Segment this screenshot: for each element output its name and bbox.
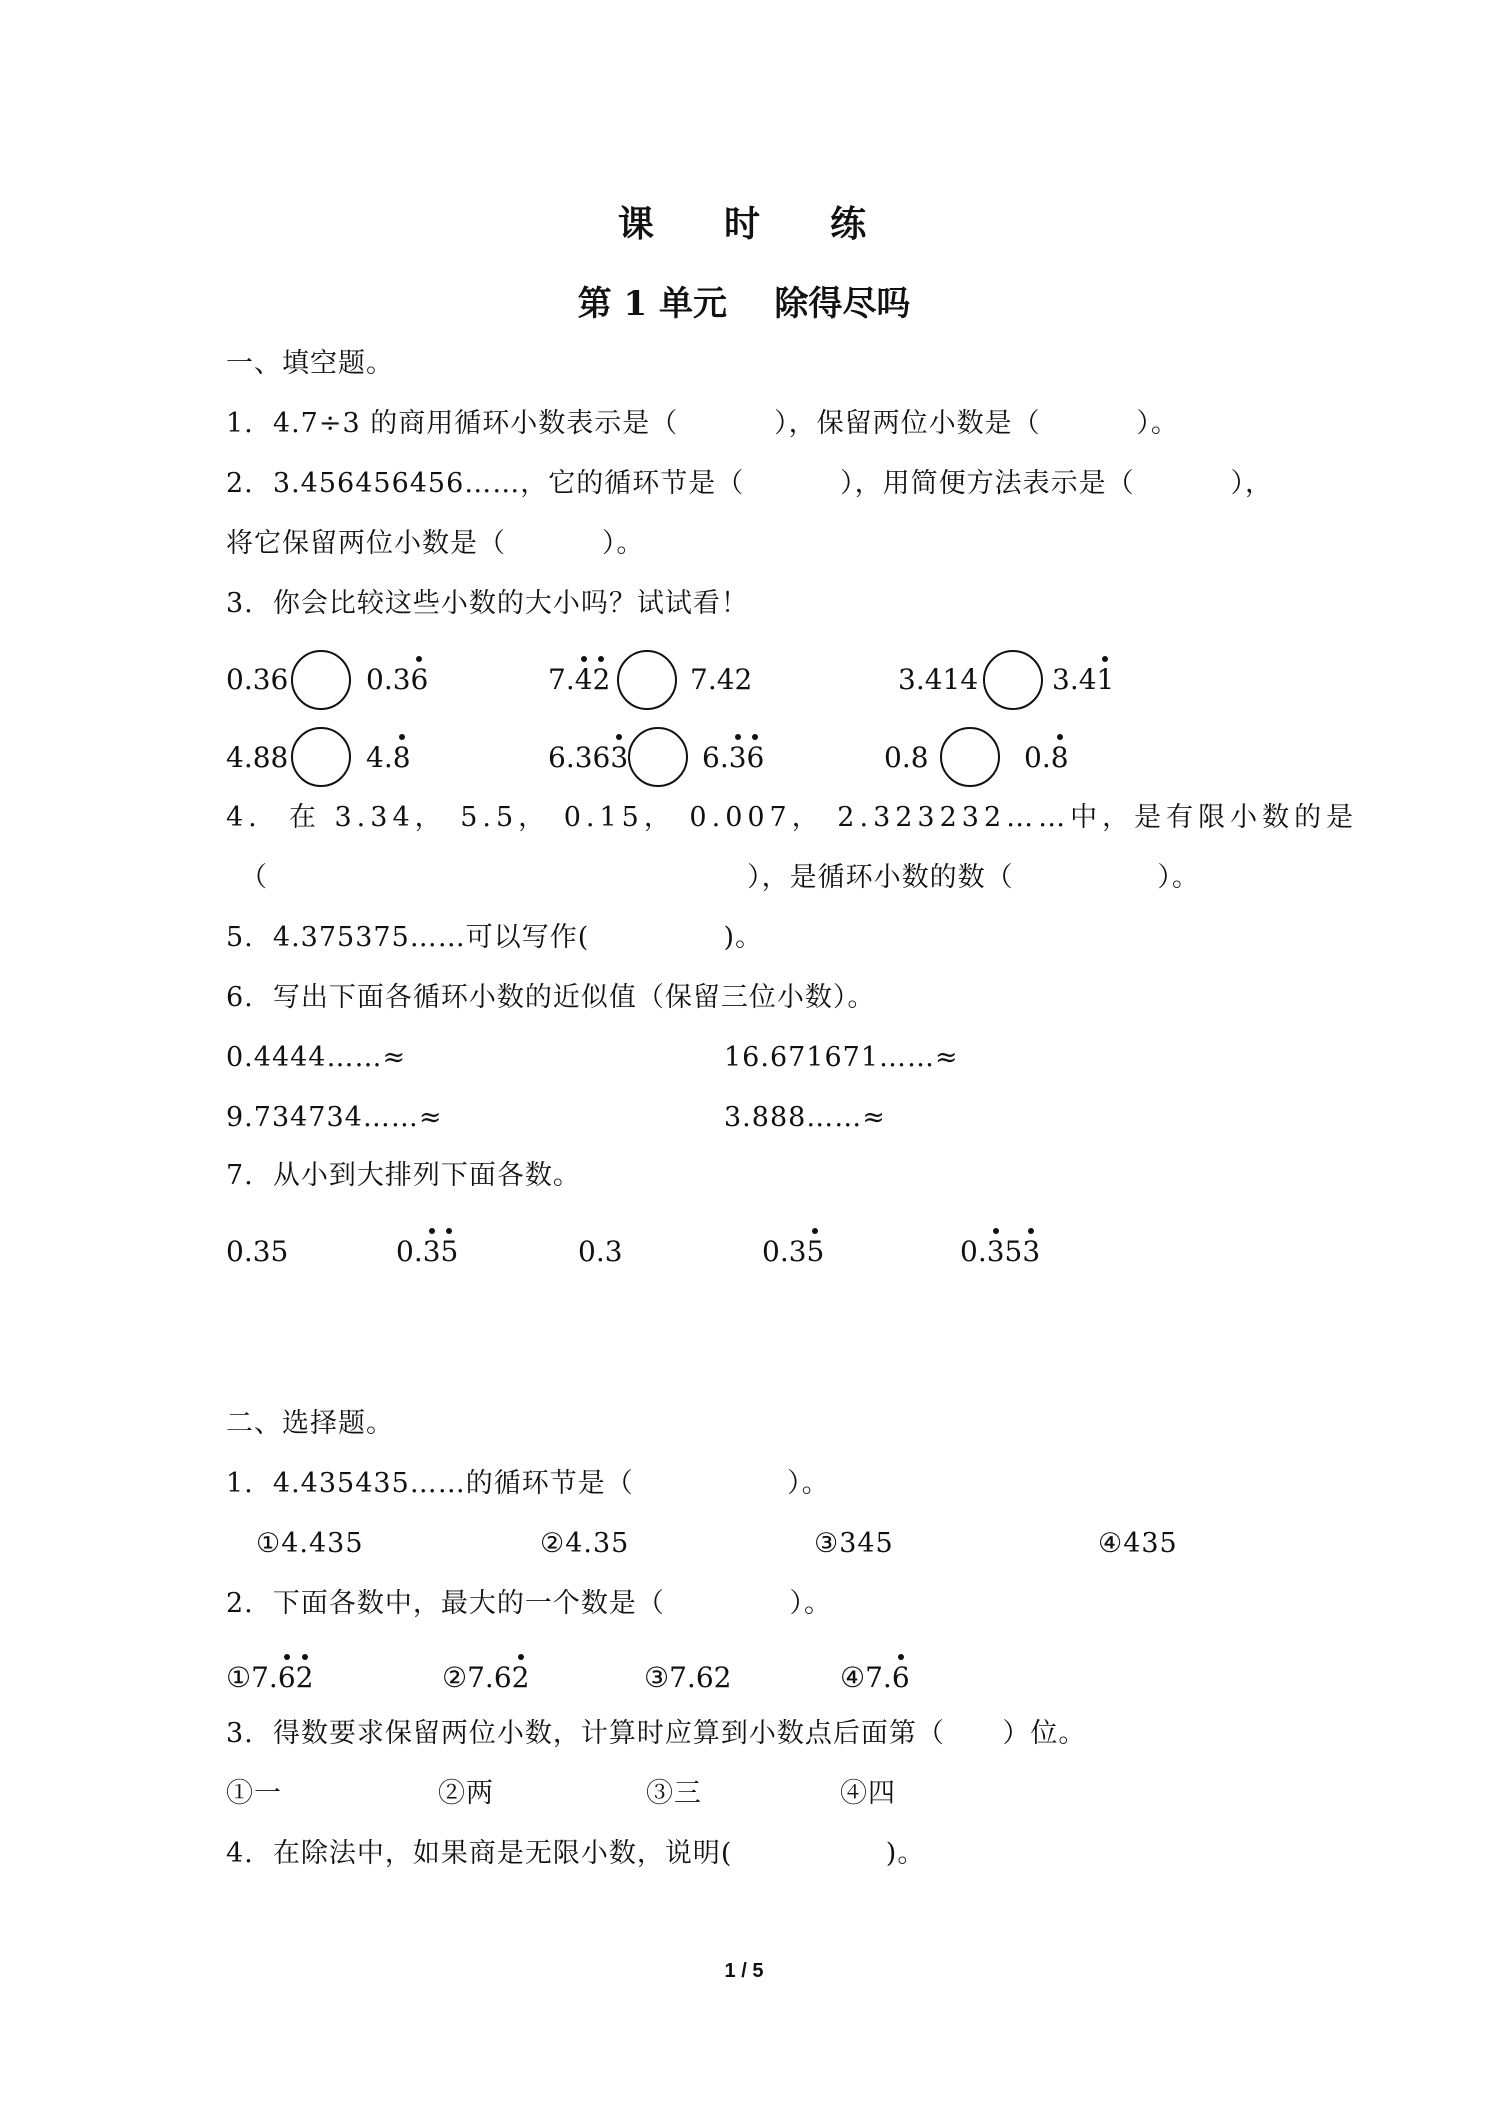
compare-r2c3-right: 0.8 [1024, 741, 1069, 774]
compare-circle[interactable] [291, 727, 351, 787]
option[interactable]: ④四 [840, 1778, 896, 1809]
approx-item: 16.671671……≈ [724, 1042, 959, 1073]
option[interactable]: ②两 [438, 1778, 494, 1809]
option[interactable]: ①7.62 [226, 1661, 314, 1694]
compare-r2c1-left: 4.88 [226, 741, 289, 774]
option[interactable]: ①一 [226, 1778, 282, 1809]
compare-r2c3-left: 0.8 [884, 741, 929, 774]
compare-circle[interactable] [291, 650, 351, 710]
compare-circle[interactable] [940, 727, 1000, 787]
option[interactable]: ③345 [814, 1528, 894, 1559]
question-1-2-line1: 2. 3.456456456……，它的循环节是（ ），用简便方法表示是（ ）， [226, 468, 1273, 499]
page-number: 1 / 5 [724, 1960, 764, 1982]
compare-r2c2-right: 6.36 [702, 741, 765, 774]
question-1-4-line1: 4. 在 3.34， 5.5， 0.15， 0.007， 2.323232……中，是有限小数的是 [226, 802, 1359, 833]
question-1-2-line2: 将它保留两位小数是（ ）。 [226, 528, 645, 559]
order-item-e: 0.353 [960, 1235, 1041, 1268]
question-1-3: 3. 你会比较这些小数的大小吗？试试看！ [226, 588, 749, 619]
option[interactable]: ①4.435 [256, 1528, 364, 1559]
compare-r1c1-left: 0.36 [226, 663, 289, 696]
order-item-a: 0.35 [226, 1235, 289, 1268]
option[interactable]: ④7.6 [840, 1661, 910, 1694]
option[interactable]: ④435 [1098, 1528, 1178, 1559]
approx-item: 3.888……≈ [724, 1102, 886, 1133]
compare-r1c1-right: 0.36 [366, 663, 429, 696]
page-title: 课 时 练 [617, 203, 871, 245]
compare-circle[interactable] [628, 727, 688, 787]
option[interactable]: ③7.62 [644, 1661, 732, 1694]
option[interactable]: ②4.35 [540, 1528, 630, 1559]
compare-r2c1-right: 4.8 [366, 741, 411, 774]
question-1-1: 1. 4.7÷3 的商用循环小数表示是（ ），保留两位小数是（ ）。 [226, 408, 1179, 439]
compare-circle[interactable] [983, 650, 1043, 710]
question-1-6: 6. 写出下面各循环小数的近似值（保留三位小数）。 [226, 982, 876, 1013]
question-2-2: 2. 下面各数中，最大的一个数是（ ）。 [226, 1588, 832, 1619]
order-item-b: 0.35 [396, 1235, 459, 1268]
page-subtitle: 第 1 单元 除得尽吗 [577, 284, 911, 324]
question-2-3: 3. 得数要求保留两位小数，计算时应算到小数点后面第（ ）位。 [226, 1718, 1087, 1749]
option[interactable]: ②7.62 [442, 1661, 530, 1694]
question-2-4: 4. 在除法中，如果商是无限小数，说明( )。 [226, 1838, 926, 1869]
approx-item: 0.4444……≈ [226, 1042, 407, 1073]
section1-heading: 一、填空题。 [226, 348, 394, 379]
question-1-4-line2: （ ），是循环小数的数（ ）。 [240, 862, 1200, 893]
question-1-5: 5. 4.375375……可以写作( )。 [226, 922, 763, 953]
compare-r1c2-left: 7.42 [548, 663, 611, 696]
order-item-c: 0.3 [578, 1235, 623, 1268]
compare-r2c2-left: 6.363 [548, 741, 629, 774]
question-2-1: 1. 4.435435……的循环节是（ ）。 [226, 1468, 830, 1499]
order-item-d: 0.35 [762, 1235, 825, 1268]
question-1-7: 7. 从小到大排列下面各数。 [226, 1160, 581, 1191]
compare-circle[interactable] [617, 650, 677, 710]
compare-r1c3-right: 3.41 [1052, 663, 1115, 696]
approx-item: 9.734734……≈ [226, 1102, 443, 1133]
compare-r1c3-left: 3.414 [898, 663, 979, 696]
option[interactable]: ③三 [646, 1778, 702, 1809]
section2-heading: 二、选择题。 [226, 1408, 394, 1439]
compare-r1c2-right: 7.42 [690, 663, 753, 696]
